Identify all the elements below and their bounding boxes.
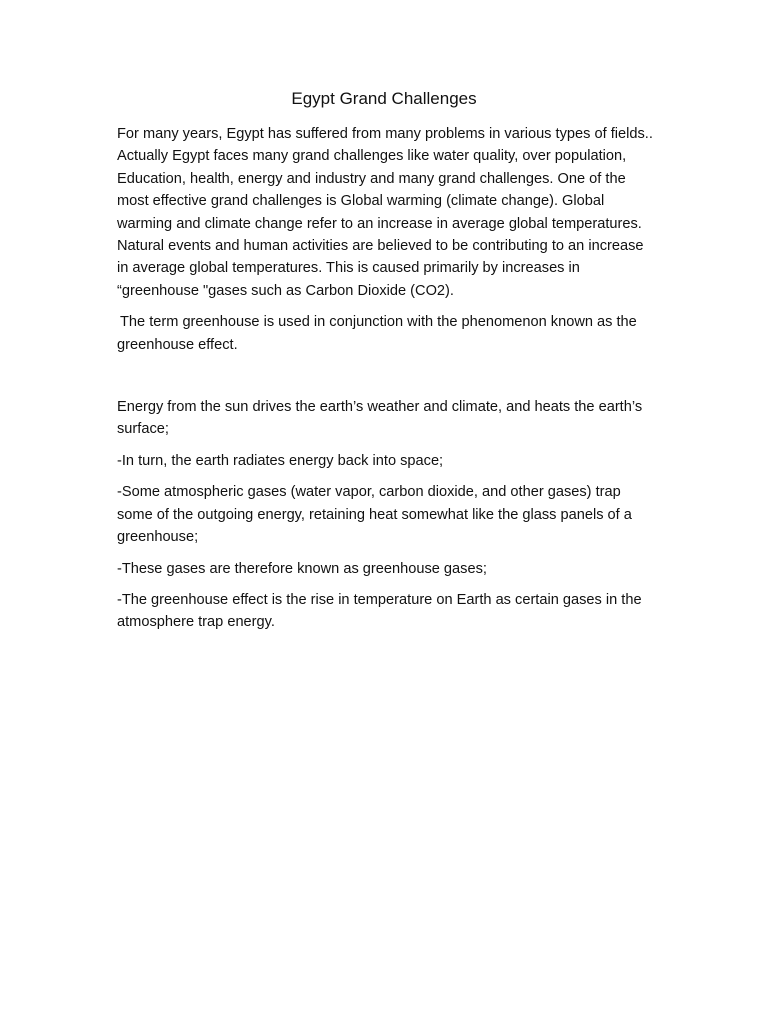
paragraph-greenhouse-term: The term greenhouse is used in conjunction with the phenomenon known as the greenhouse effect. xyxy=(117,314,637,353)
document-body xyxy=(117,123,657,634)
paragraph-intro: For many years, Egypt has suffered from many problems in various types of fields.. Actually Egypt faces many grand challenges like water quality, over population, Education, health, energy and industry and many grand challenges. One of the most effective grand challenges is Global warming (climate change). Global warming and climate change refer to an increase in average global temperatures. Natural events and human activities are believed to be contributing to an increase in average global temperatures. This is caused primarily by increases in “greenhouse "gases such as Carbon Dioxide (CO2). xyxy=(117,126,653,299)
paragraph-greenhouse-gases: -These gases are therefore known as greenhouse gases; xyxy=(117,560,487,577)
paragraph-sun-energy: Energy from the sun drives the earth’s weather and climate, and heats the earth’s surface; xyxy=(117,399,643,438)
paragraph-greenhouse-effect: -The greenhouse effect is the rise in temperature on Earth as certain gases in the atmosphere trap energy. xyxy=(117,591,642,631)
document-title: Egypt Grand Challenges xyxy=(291,89,477,108)
paragraph-atmospheric-gases: -Some atmospheric gases (water vapor, carbon dioxide, and other gases) trap some of the outgoing energy, retaining heat somewhat like the glass panels of a greenhouse; xyxy=(117,484,632,546)
paragraph-earth-radiates: -In turn, the earth radiates energy back into space; xyxy=(117,452,444,469)
